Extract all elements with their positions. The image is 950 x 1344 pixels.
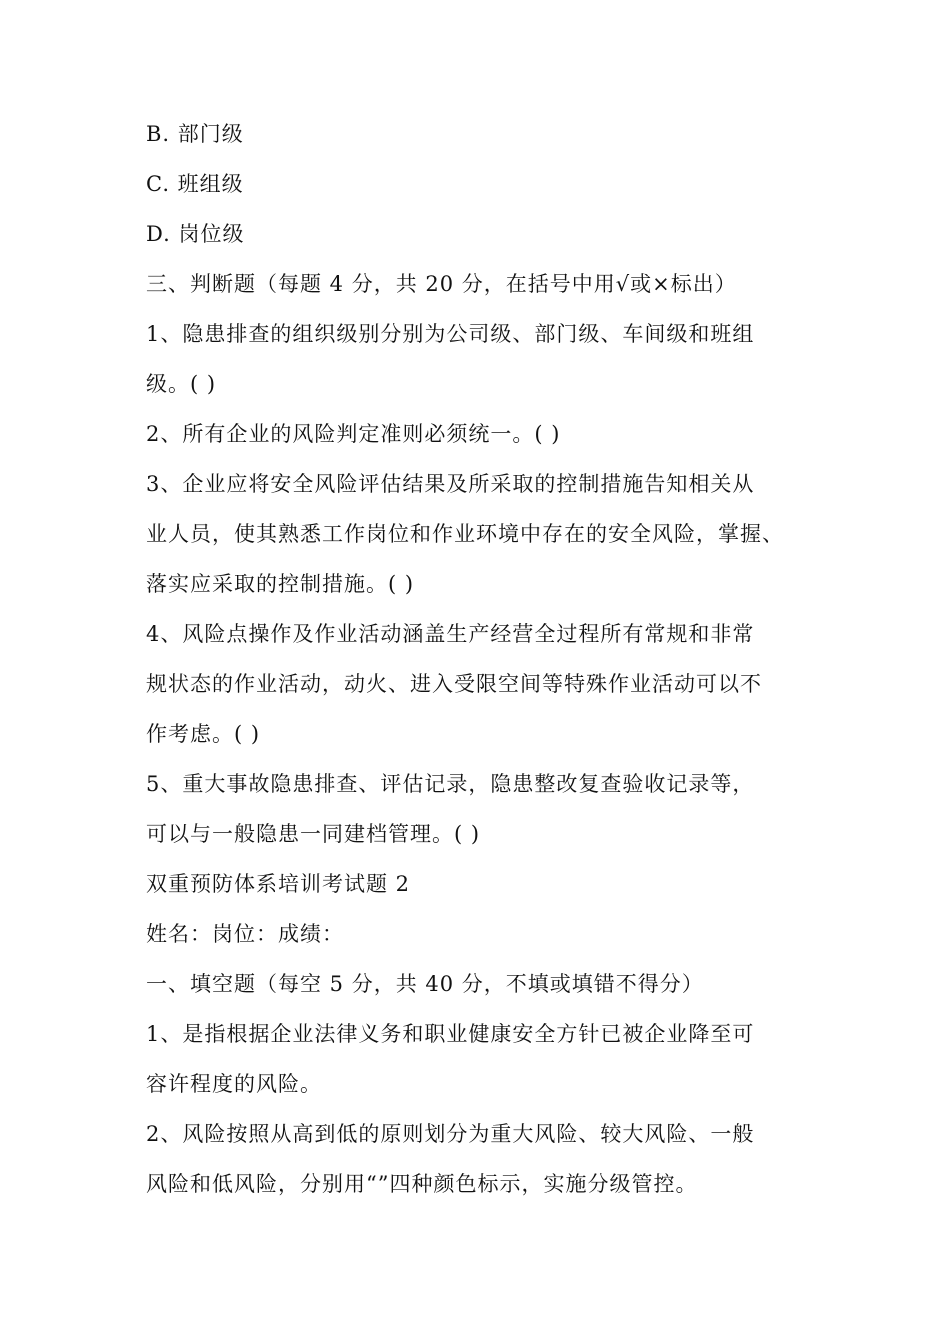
exam-title: 双重预防体系培训考试题 2	[146, 872, 411, 896]
option-c: C. 班组级	[146, 172, 244, 196]
section-heading-fill-in: 一、填空题（每空 5 分，共 40 分，不填或填错不得分）	[146, 972, 704, 996]
fill-question-1-line-2: 容许程度的风险。	[146, 1072, 322, 1096]
question-2: 2、所有企业的风险判定准则必须统一。( )	[146, 422, 561, 446]
question-5-line-1: 5、重大事故隐患排查、评估记录，隐患整改复查验收记录等，	[146, 772, 755, 796]
question-4-line-1: 4、风险点操作及作业活动涵盖生产经营全过程所有常规和非常	[146, 622, 755, 646]
fill-question-1-line-1: 1、是指根据企业法律义务和职业健康安全方针已被企业降至可	[146, 1022, 755, 1046]
fill-question-2-line-1: 2、风险按照从高到低的原则划分为重大风险、较大风险、一般	[146, 1122, 755, 1146]
question-1-line-2: 级。( )	[146, 372, 217, 396]
fill-question-2-line-2: 风险和低风险，分别用“”四种颜色标示，实施分级管控。	[146, 1172, 698, 1196]
option-b: B. 部门级	[146, 122, 244, 146]
question-3-line-2: 业人员，使其熟悉工作岗位和作业环境中存在的安全风险，掌握、	[146, 522, 784, 546]
section-heading-true-false: 三、判断题（每题 4 分，共 20 分，在括号中用√或×标出）	[146, 272, 737, 296]
question-5-line-2: 可以与一般隐患一同建档管理。( )	[146, 822, 481, 846]
document-body	[146, 112, 816, 1212]
question-3-line-3: 落实应采取的控制措施。( )	[146, 572, 415, 596]
question-4-line-2: 规状态的作业活动，动火、进入受限空间等特殊作业活动可以不	[146, 672, 762, 696]
question-1-line-1: 1、隐患排查的组织级别分别为公司级、部门级、车间级和班组	[146, 322, 755, 346]
question-3-line-1: 3、企业应将安全风险评估结果及所采取的控制措施告知相关从	[146, 472, 755, 496]
option-d: D. 岗位级	[146, 222, 245, 246]
question-4-line-3: 作考虑。( )	[146, 722, 261, 746]
name-position-score-line: 姓名：岗位：成绩：	[146, 922, 344, 946]
